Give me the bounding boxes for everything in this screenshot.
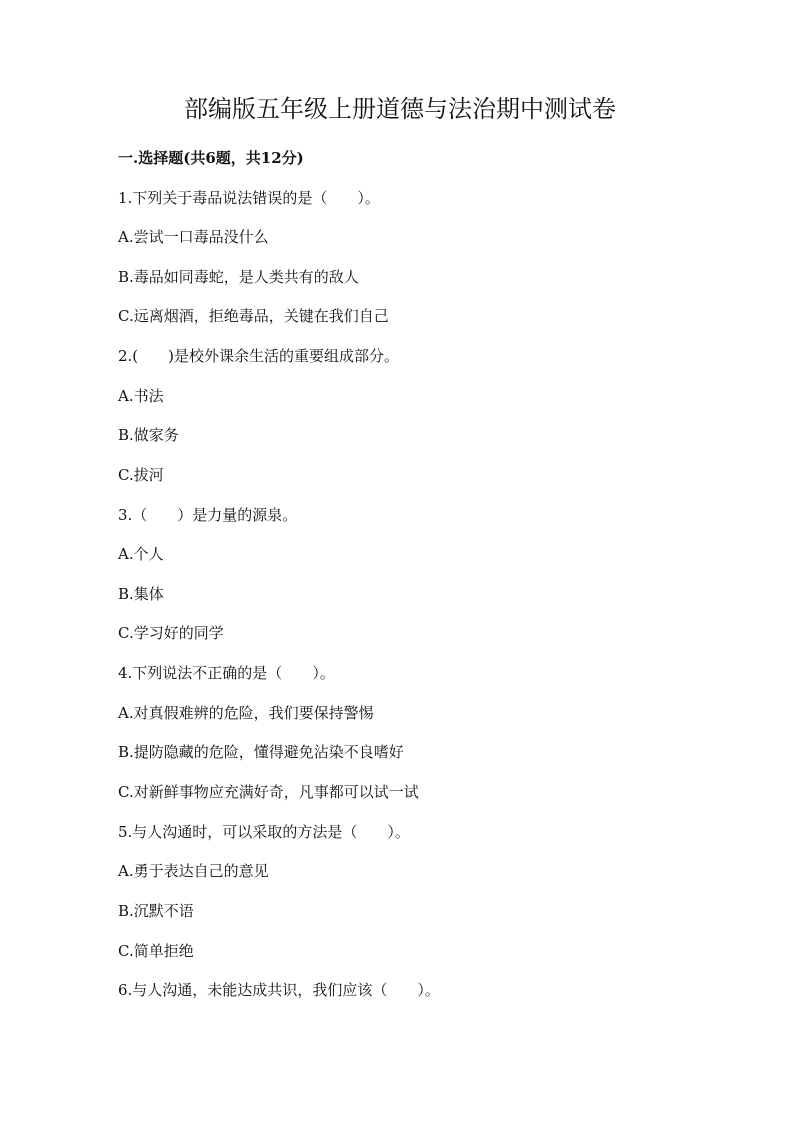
question-5: 5.与人沟通时，可以采取的方法是（ ）。 (118, 823, 410, 841)
question-3: 3.（ ）是力量的源泉。 (118, 506, 298, 524)
question-1-option-a: A.尝试一口毒品没什么 (118, 228, 269, 246)
question-1: 1.下列关于毒品说法错误的是（ ）。 (118, 189, 380, 207)
question-4-option-a: A.对真假难辨的危险，我们要保持警惕 (118, 704, 374, 722)
question-4-option-b: B.提防隐藏的危险，懂得避免沾染不良嗜好 (118, 743, 404, 761)
question-1-option-b: B.毒品如同毒蛇，是人类共有的敌人 (118, 268, 359, 286)
question-5-option-c: C.简单拒绝 (118, 942, 194, 960)
question-4-option-c: C.对新鲜事物应充满好奇，凡事都可以试一试 (118, 783, 419, 801)
question-2-option-a: A.书法 (118, 387, 164, 405)
section-heading: 一.选择题(共6题，共12分) (118, 149, 304, 167)
question-3-option-a: A.个人 (118, 545, 164, 563)
question-5-option-a: A.勇于表达自己的意见 (118, 862, 269, 880)
question-4: 4.下列说法不正确的是（ ）。 (118, 664, 335, 682)
page-title: 部编版五年级上册道德与法治期中测试卷 (184, 95, 616, 123)
question-2-option-c: C.拔河 (118, 466, 164, 484)
question-3-option-c: C.学习好的同学 (118, 624, 224, 642)
question-3-option-b: B.集体 (118, 585, 164, 603)
question-5-option-b: B.沉默不语 (118, 902, 194, 920)
question-2-option-b: B.做家务 (118, 426, 179, 444)
question-1-option-c: C.远离烟酒，拒绝毒品，关键在我们自己 (118, 307, 389, 325)
question-6: 6.与人沟通，未能达成共识，我们应该（ ）。 (118, 981, 440, 999)
question-2: 2.( )是校外课余生活的重要组成部分。 (118, 347, 400, 365)
